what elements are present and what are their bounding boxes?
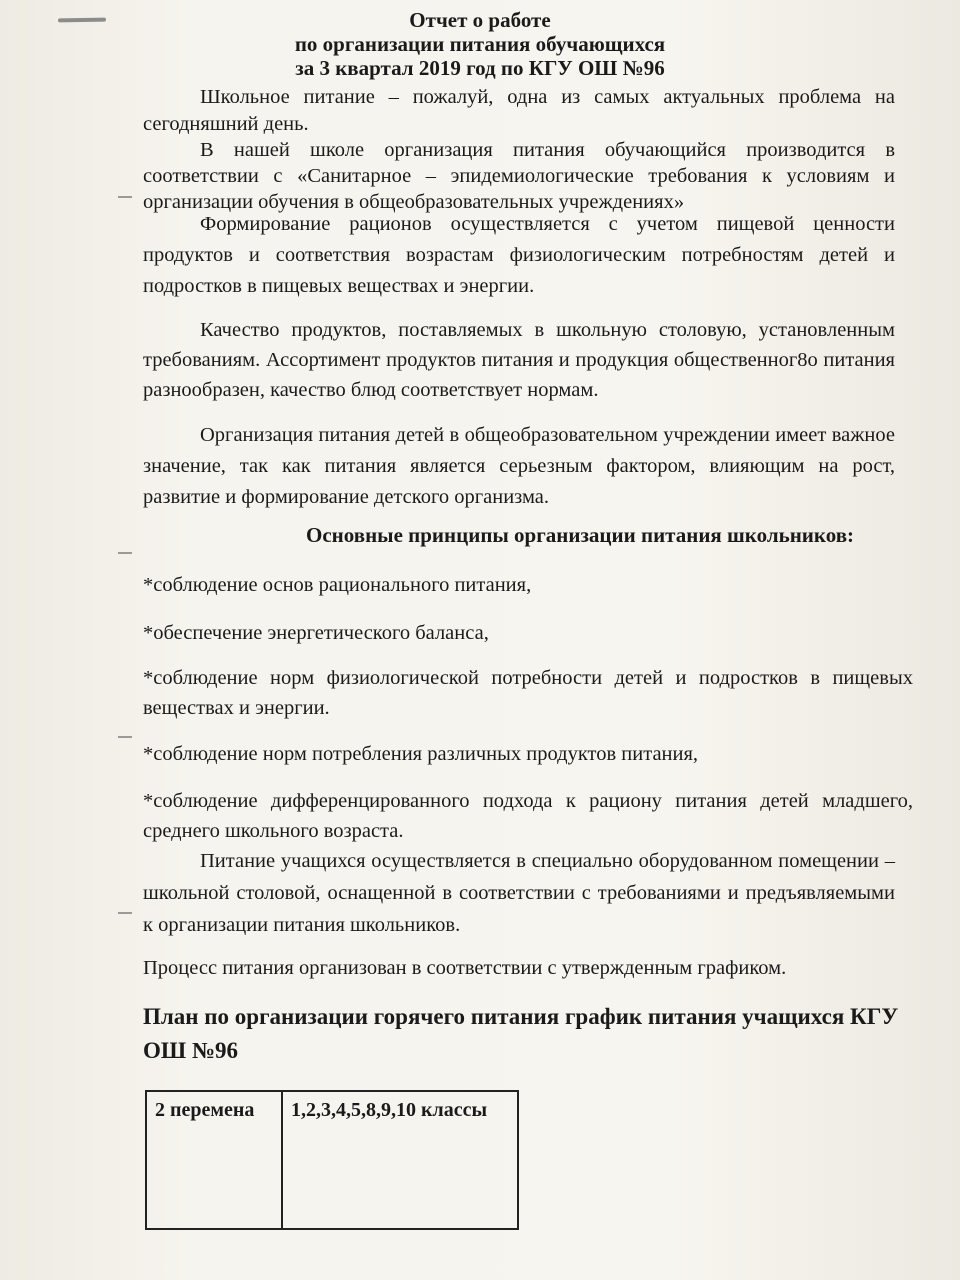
principles-heading: Основные принципы организации питания школьников: (306, 523, 855, 547)
paragraph-rations: Формирование рационов осуществляется с учетом пищевой ценности продуктов и соответствия возрастам физиологическим потребностям детей и подростков в пищевых веществах и энергии. (143, 213, 895, 297)
margin-mark (118, 736, 132, 738)
table-row (146, 1091, 518, 1229)
document-title (230, 8, 730, 80)
plan-heading: План по организации горячего питания график питания учащихся КГУ ОШ №96 (143, 1004, 899, 1063)
table-cell-classes: 1,2,3,4,5,8,9,10 классы (282, 1091, 518, 1229)
principle-item: *соблюдение дифференцированного подхода к рациону питания детей младшего, среднего школьного возраста. (143, 790, 913, 842)
principle-item: *соблюдение норм физиологической потребности детей и подростков в пищевых веществах и энергии. (143, 667, 913, 719)
paragraph-quality: Качество продуктов, поставляемых в школьную столовую, установленным требованиям. Ассортимент продуктов питания и продукция общественног8о питания разнообразен, качество блюд соответствует нормам. (143, 319, 895, 401)
principle-item: *обеспечение энергетического баланса, (143, 622, 489, 644)
paragraph-intro: Школьное питание – пожалуй, одна из самых актуальных проблема на сегодняшний день. (143, 86, 895, 135)
table-cell-break: 2 перемена (146, 1091, 282, 1229)
paragraph-sanitary: В нашей школе организация питания обучающийся производится в соответствии с «Санитарное – эпидемиологические требования к условиям и организации обучения в общеобразовательных учреждениях» (143, 139, 895, 213)
margin-mark (118, 912, 132, 914)
staple (58, 18, 106, 23)
principle-item: *соблюдение основ рационального питания, (143, 574, 532, 596)
margin-mark (118, 552, 132, 554)
paragraph-canteen: Питание учащихся осуществляется в специально оборудованном помещении –школьной столовой, оснащенной в соответствии с требованиями и предъявляемыми к организации питания школьников. (143, 850, 895, 936)
paragraph-importance: Организация питания детей в общеобразовательном учреждении имеет важное значение, так как питания является серьезным фактором, влияющим на рост, развитие и формирование детского организма. (143, 424, 895, 508)
paragraph-schedule: Процесс питания организован в соответствии с утвержденным графиком. (143, 957, 787, 979)
title-line: за 3 квартал 2019 год по КГУ ОШ №96 (295, 56, 665, 80)
principle-item: *соблюдение норм потребления различных продуктов питания, (143, 743, 699, 765)
schedule-table (145, 1090, 519, 1230)
title-line: Отчет о работе (409, 8, 551, 32)
title-line: по организации питания обучающихся (294, 32, 666, 56)
margin-mark (118, 196, 132, 198)
